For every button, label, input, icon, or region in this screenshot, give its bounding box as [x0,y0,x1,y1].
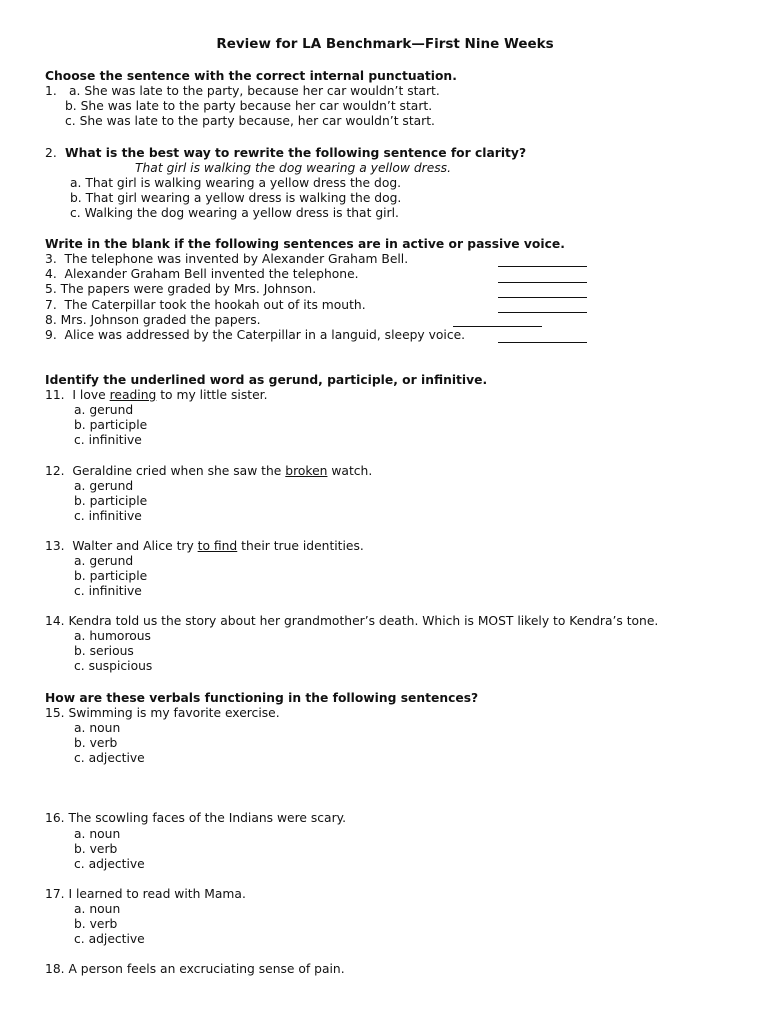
underlined-word: broken [285,464,328,478]
q12-stem: 12. Geraldine cried when she saw the broken watch. [45,464,373,478]
q12-option-c: c. infinitive [74,509,142,523]
section-heading-functions: How are these verbals functioning in the following sentences? [45,691,479,705]
q1-option-b: b. She was late to the party because her car wouldn’t start. [65,99,433,113]
q11-option-a: a. gerund [74,403,134,417]
q15-option-c: c. adjective [74,751,145,765]
q15-option-b: b. verb [74,736,118,750]
q11-stem: 11. I love reading to my little sister. [45,388,268,402]
q1-option-a: a. She was late to the party, because her car wouldn’t start. [69,84,440,98]
q14-stem: 14. Kendra told us the story about her grandmother’s death. Which is MOST likely to Kendra’s tone. [45,614,659,628]
q2-number: 2. [45,146,57,160]
q16-option-a: a. noun [74,827,121,841]
q2-sentence: That girl is walking the dog wearing a yellow dress. [135,161,451,175]
q14-option-b: b. serious [74,644,134,658]
answer-blank[interactable] [498,312,587,313]
section-heading-verbals: Identify the underlined word as gerund, participle, or infinitive. [45,373,488,387]
page-title: Review for LA Benchmark—First Nine Weeks [216,36,554,52]
section-heading-punctuation: Choose the sentence with the correct internal punctuation. [45,69,457,83]
q11-option-b: b. participle [74,418,148,432]
answer-blank[interactable] [498,282,587,283]
q16-stem: 16. The scowling faces of the Indians were scary. [45,811,347,825]
q13-stem: 13. Walter and Alice try to find their true identities. [45,539,364,553]
voice-item: 3. The telephone was invented by Alexander Graham Bell. [45,252,409,266]
answer-blank[interactable] [453,326,542,327]
voice-item: 5. The papers were graded by Mrs. Johnson. [45,282,317,296]
q13-option-a: a. gerund [74,554,134,568]
q17-stem: 17. I learned to read with Mama. [45,887,246,901]
q14-option-c: c. suspicious [74,659,153,673]
q16-option-c: c. adjective [74,857,145,871]
voice-item: 4. Alexander Graham Bell invented the telephone. [45,267,359,281]
q17-option-a: a. noun [74,902,121,916]
q13-option-b: b. participle [74,569,148,583]
q14-option-a: a. humorous [74,629,151,643]
q17-option-c: c. adjective [74,932,145,946]
answer-blank[interactable] [498,342,587,343]
underlined-word: reading [109,388,157,402]
section-heading-voice: Write in the blank if the following sentences are in active or passive voice. [45,237,565,251]
answer-blank[interactable] [498,297,587,298]
q15-option-a: a. noun [74,721,121,735]
underlined-word: to find [197,539,238,553]
q1-number: 1. [45,84,57,98]
q2-option-c: c. Walking the dog wearing a yellow dress is that girl. [70,206,399,220]
answer-blank[interactable] [498,266,587,267]
q1-option-c: c. She was late to the party because, her car wouldn’t start. [65,114,435,128]
voice-item: 7. The Caterpillar took the hookah out of its mouth. [45,298,366,312]
voice-item: 9. Alice was addressed by the Caterpillar in a languid, sleepy voice. [45,328,466,342]
voice-item: 8. Mrs. Johnson graded the papers. [45,313,261,327]
q12-option-a: a. gerund [74,479,134,493]
q2-prompt: What is the best way to rewrite the following sentence for clarity? [65,146,527,160]
q13-option-c: c. infinitive [74,584,142,598]
q15-stem: 15. Swimming is my favorite exercise. [45,706,280,720]
q18-stem: 18. A person feels an excruciating sense of pain. [45,962,345,976]
q2-option-b: b. That girl wearing a yellow dress is walking the dog. [70,191,402,205]
q17-option-b: b. verb [74,917,118,931]
q16-option-b: b. verb [74,842,118,856]
q12-option-b: b. participle [74,494,148,508]
q2-option-a: a. That girl is walking wearing a yellow dress the dog. [70,176,402,190]
q11-option-c: c. infinitive [74,433,142,447]
